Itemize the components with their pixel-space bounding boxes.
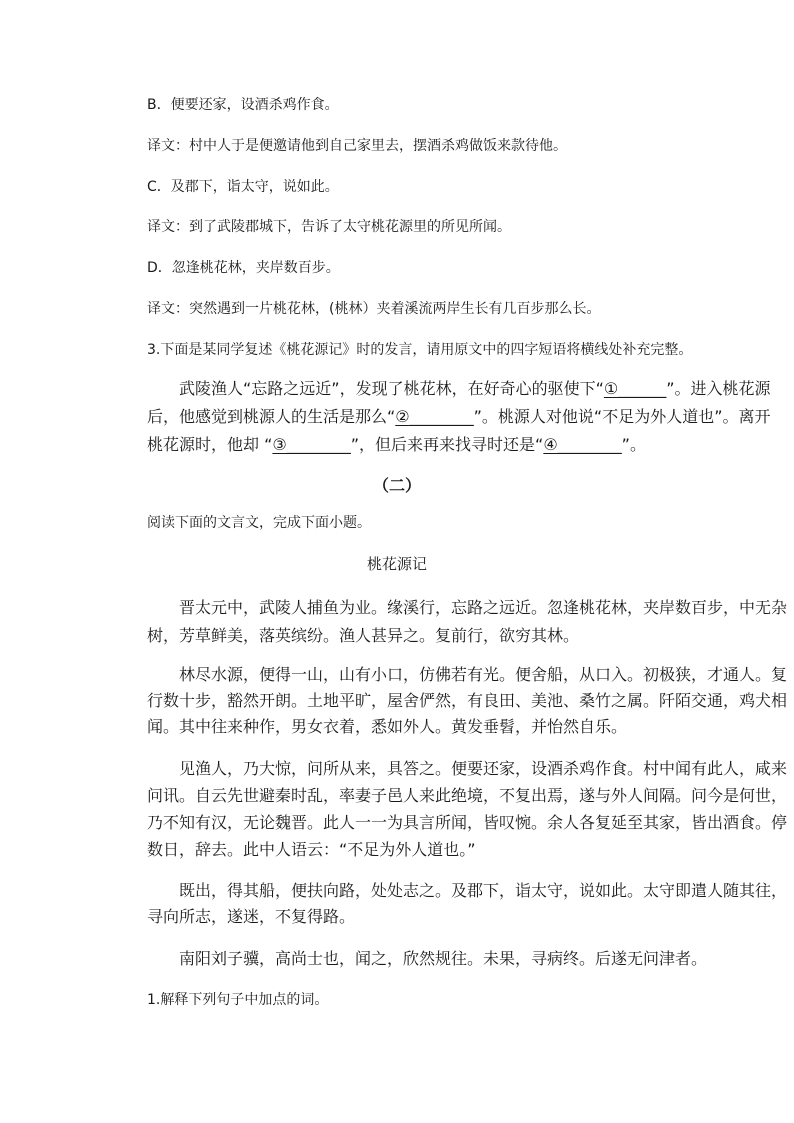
question-1-prompt: 1.解释下列句子中加点的词。 xyxy=(147,992,329,1008)
blank-2: ②________ xyxy=(395,407,474,426)
blank-4: ④________ xyxy=(543,435,622,454)
blank-1: ①______ xyxy=(603,379,667,398)
option-c-translation: 译文：到了武陵郡城下，告诉了太守桃花源里的所见所闻。 xyxy=(147,219,511,235)
passage-p3-line-4: 数日，辞去。此中人语云：“不足为外人道也。” xyxy=(147,840,476,859)
passage-p4-line-2: 寻向所志，遂迷，不复得路。 xyxy=(147,907,356,926)
option-c-text: C．及郡下，诣太守，说如此。 xyxy=(147,179,339,195)
blank-3: ③________ xyxy=(272,435,351,454)
passage-p1-line-1: 晋太元中，武陵人捕鱼为业。缘溪行，忘路之远近。忽逢桃花林，夹岸数百步，中无杂 xyxy=(179,598,788,617)
option-d-text: D．忽逢桃花林，夹岸数百步。 xyxy=(147,260,340,276)
option-b-translation: 译文：村中人于是便邀请他到自己家里去，摆酒杀鸡做饭来款待他。 xyxy=(147,138,567,154)
section-heading: （二） xyxy=(372,476,421,495)
option-d-translation: 译文：突然遇到一片桃花林，(桃林）夹着溪流两岸生长有几百步那么长。 xyxy=(147,301,601,317)
section-instructions: 阅读下面的文言文，完成下面小题。 xyxy=(147,515,371,531)
passage-p3-line-1: 见渔人，乃大惊，问所从来，具答之。便要还家，设酒杀鸡作食。村中闻有此人，咸来 xyxy=(179,759,788,778)
passage-p4-line-1: 既出，得其船，便扶向路，处处志之。及郡下，诣太守，说如此。太守即遣人随其往， xyxy=(179,881,788,900)
passage-p3-line-2: 问讯。自云先世避秦时乱，率妻子邑人来此绝境，不复出焉，遂与外人间隔。问今是何世， xyxy=(147,786,788,805)
passage-p2-line-2: 行数十步，豁然开朗。土地平旷，屋舍俨然，有良田、美池、桑竹之属。阡陌交通，鸡犬相 xyxy=(147,691,788,710)
fill-paragraph-line-1: 武陵渔人“忘路之远近”，发现了桃花林，在好奇心的驱使下“①______”。进入桃花源 xyxy=(179,379,771,398)
passage-p3-line-3: 乃不知有汉，无论魏晋。此人一一为具言所闻，皆叹惋。余人各复延至其家，皆出酒食。停 xyxy=(147,813,788,832)
passage-p2-line-1: 林尽水源，便得一山，山有小口，仿佛若有光。便舍船，从口入。初极狭，才通人。复 xyxy=(179,665,788,684)
passage-title: 桃花源记 xyxy=(366,555,427,573)
fill-paragraph-line-3: 桃花源时，他却 “③________”，但后来再来找寻时还是“④________”。 xyxy=(147,435,646,454)
question-3-prompt: 3.下面是某同学复述《桃花源记》时的发言，请用原文中的四字短语将横线处补充完整。 xyxy=(147,342,693,358)
passage-p2-line-3: 闻。其中往来种作，男女衣着，悉如外人。黄发垂髫，并怡然自乐。 xyxy=(147,717,628,736)
passage-p5-line-1: 南阳刘子骥，高尚士也，闻之，欣然规往。未果，寻病终。后遂无问津者。 xyxy=(179,949,708,968)
passage-p1-line-2: 树，芳草鲜美，落英缤纷。渔人甚异之。复前行，欲穷其林。 xyxy=(147,626,580,645)
option-b-text: B．便要还家，设酒杀鸡作食。 xyxy=(147,97,339,113)
fill-paragraph-line-2: 后，他感觉到桃源人的生活是那么“②________”。桃源人对他说“不足为外人道也”。离开 xyxy=(147,407,771,426)
